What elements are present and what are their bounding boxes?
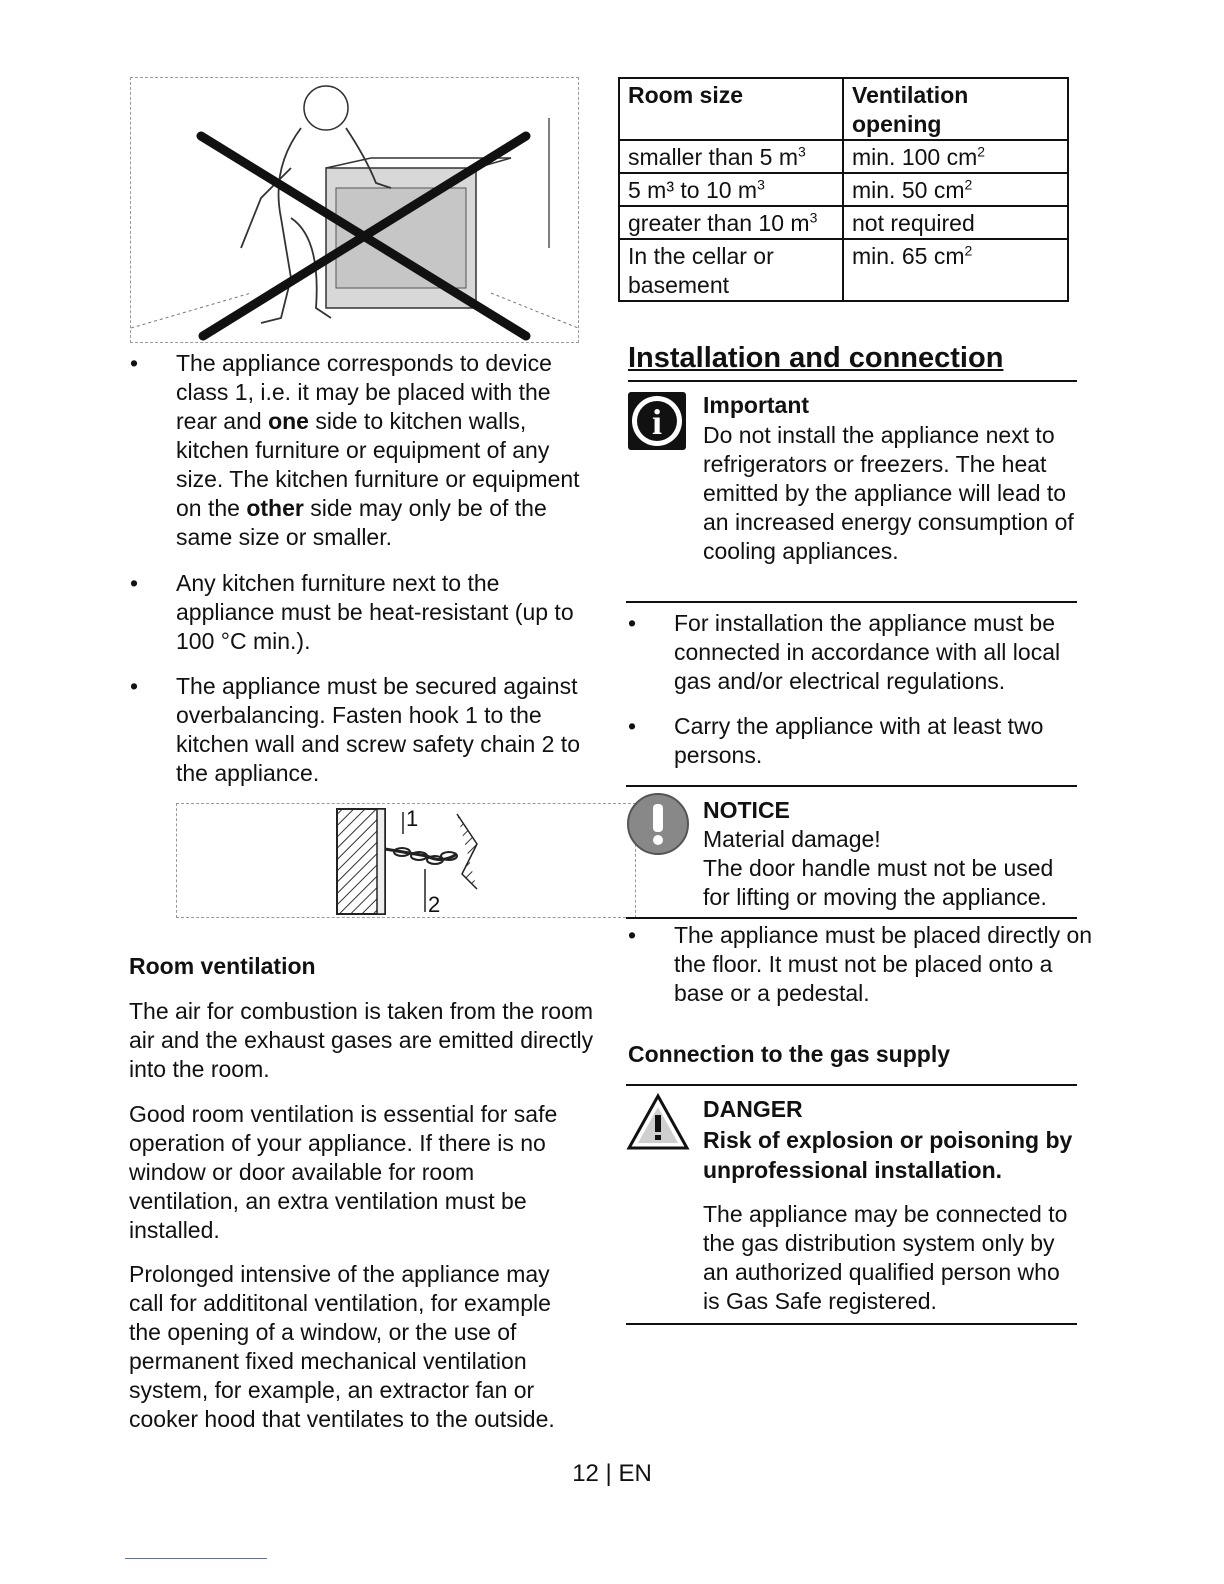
svg-text:i: i xyxy=(651,402,663,442)
table-cell xyxy=(619,140,843,173)
table-cell xyxy=(843,140,1068,173)
bullet-text: Any kitchen furniture next to the appliance must be heat-resistant (up to 100 °C min.). xyxy=(176,570,574,654)
lifting-illustration xyxy=(131,78,578,342)
bullet-text: The appliance must be placed directly on the floor. It must not be placed onto a base or a pedestal. xyxy=(674,922,1093,1006)
divider xyxy=(626,1084,1077,1086)
divider xyxy=(628,380,1077,382)
bullet-dot: • xyxy=(130,570,139,596)
table-cell xyxy=(619,239,843,301)
bullet-text xyxy=(176,349,596,552)
bullet-text: For installation the appliance must be connected in accordance with all local gas and/or electrical regulations. xyxy=(674,610,1061,694)
figure-safety-chain xyxy=(176,803,636,918)
bullet-dot: • xyxy=(130,673,139,699)
figure-do-not-lift xyxy=(130,77,579,343)
important-text: Do not install the appliance next to refrigerators or freezers. The heat emitted by the appliance will lead to an increased energy consumption of cooling appliances. xyxy=(703,422,1074,564)
bullet-dot: • xyxy=(628,922,637,948)
bullet-text: The appliance must be secured against overbalancing. Fasten hook 1 to the kitchen wall and screw safety chain 2 to the appliance. xyxy=(176,673,580,786)
cell-text: In the cellar or basement xyxy=(628,243,774,298)
divider xyxy=(626,917,1077,919)
gas-supply-heading: Connection to the gas supply xyxy=(628,1041,951,1067)
bullet-dot: • xyxy=(628,713,637,739)
bullet-text-part: side may only be of the same size or smaller. xyxy=(176,495,547,550)
cell-sup: 3 xyxy=(798,143,806,160)
table-row xyxy=(619,206,1068,239)
warning-triangle-icon xyxy=(626,1093,690,1151)
bullet-dot: • xyxy=(130,350,139,376)
section-title: Installation and connection xyxy=(628,342,1004,374)
cell-text: not required xyxy=(852,210,975,236)
cell-sup: 3 xyxy=(757,176,765,193)
bullet-dot: • xyxy=(628,610,637,636)
cell-text: min. 100 cm xyxy=(852,144,978,170)
table-row xyxy=(619,239,1068,301)
notice-line1: Material damage! xyxy=(703,826,881,852)
page-number: 12 | EN xyxy=(572,1460,652,1487)
chain-label-1: 1 xyxy=(406,806,419,831)
table-cell xyxy=(843,239,1068,301)
bullet-text-part: side to kitchen walls, kitchen furniture or equipment of any size. The kitchen furniture or equipment on the xyxy=(176,408,580,521)
ventilation-table xyxy=(618,77,1069,302)
bullet-text-emphasis: other xyxy=(246,495,304,521)
divider xyxy=(626,601,1077,603)
cell-text: min. 65 cm xyxy=(852,243,965,269)
table-row xyxy=(619,140,1068,173)
room-ventilation-p3: Prolonged intensive of the appliance may call for addititonal ventilation, for example the opening of a window, or the use of permanent fixed mechanical ventilation system, for example, an extractor fan or cooker hood that ventilates to the outside. xyxy=(129,1261,555,1432)
cell-text: smaller than 5 m xyxy=(628,144,799,170)
danger-title: DANGER xyxy=(703,1096,803,1122)
danger-subtitle: Risk of explosion or poisoning by unprofessional installation. xyxy=(703,1127,1073,1183)
cell-sup: 2 xyxy=(977,143,986,160)
cell-sup: 3 xyxy=(809,209,818,226)
table-cell xyxy=(619,206,843,239)
cell-sup: 2 xyxy=(964,242,973,259)
notice-title: NOTICE xyxy=(703,797,790,823)
cell-text: 5 m³ to 10 m xyxy=(628,177,758,203)
important-title: Important xyxy=(703,392,810,418)
table-header-row xyxy=(619,78,1068,140)
bullet-text: Carry the appliance with at least two persons. xyxy=(674,713,1044,768)
cell-text: min. 50 cm xyxy=(852,177,965,203)
table-cell xyxy=(843,173,1068,206)
table-row xyxy=(619,173,1068,206)
cell-sup: 2 xyxy=(964,176,973,193)
bottom-edge-line xyxy=(125,1558,267,1559)
exclamation-icon xyxy=(626,792,690,856)
warning-triangle-glyph xyxy=(626,1093,690,1151)
room-ventilation-heading: Room ventilation xyxy=(129,953,316,979)
chain-illustration xyxy=(177,804,635,917)
exclamation-icon-glyph xyxy=(626,792,690,856)
room-ventilation-p2: Good room ventilation is essential for safe operation of your appliance. If there is no window or door available for room ventilation, an extra ventilation must be installed. xyxy=(129,1101,558,1243)
divider xyxy=(626,785,1077,787)
divider xyxy=(626,1323,1077,1325)
table-header-cell: Room size xyxy=(619,78,843,140)
cell-text: greater than 10 m xyxy=(628,210,810,236)
info-icon-glyph xyxy=(628,392,686,450)
table-cell xyxy=(843,206,1068,239)
table-header-cell: Ventilation opening xyxy=(843,78,1068,140)
notice-line2: The door handle must not be used for lifting or moving the appliance. xyxy=(703,855,1054,910)
bullet-text-emphasis: one xyxy=(268,408,309,434)
table-cell xyxy=(619,173,843,206)
info-icon xyxy=(628,392,686,450)
room-ventilation-p1: The air for combustion is taken from the room air and the exhaust gases are emitted directly into the room. xyxy=(129,998,594,1082)
chain-label-2: 2 xyxy=(428,892,441,917)
danger-text: The appliance may be connected to the gas distribution system only by an authorized qualified person who is Gas Safe registered. xyxy=(703,1201,1068,1314)
bullet-text-part: The appliance corresponds to device class 1, i.e. it may be placed with the rear and xyxy=(176,350,552,434)
